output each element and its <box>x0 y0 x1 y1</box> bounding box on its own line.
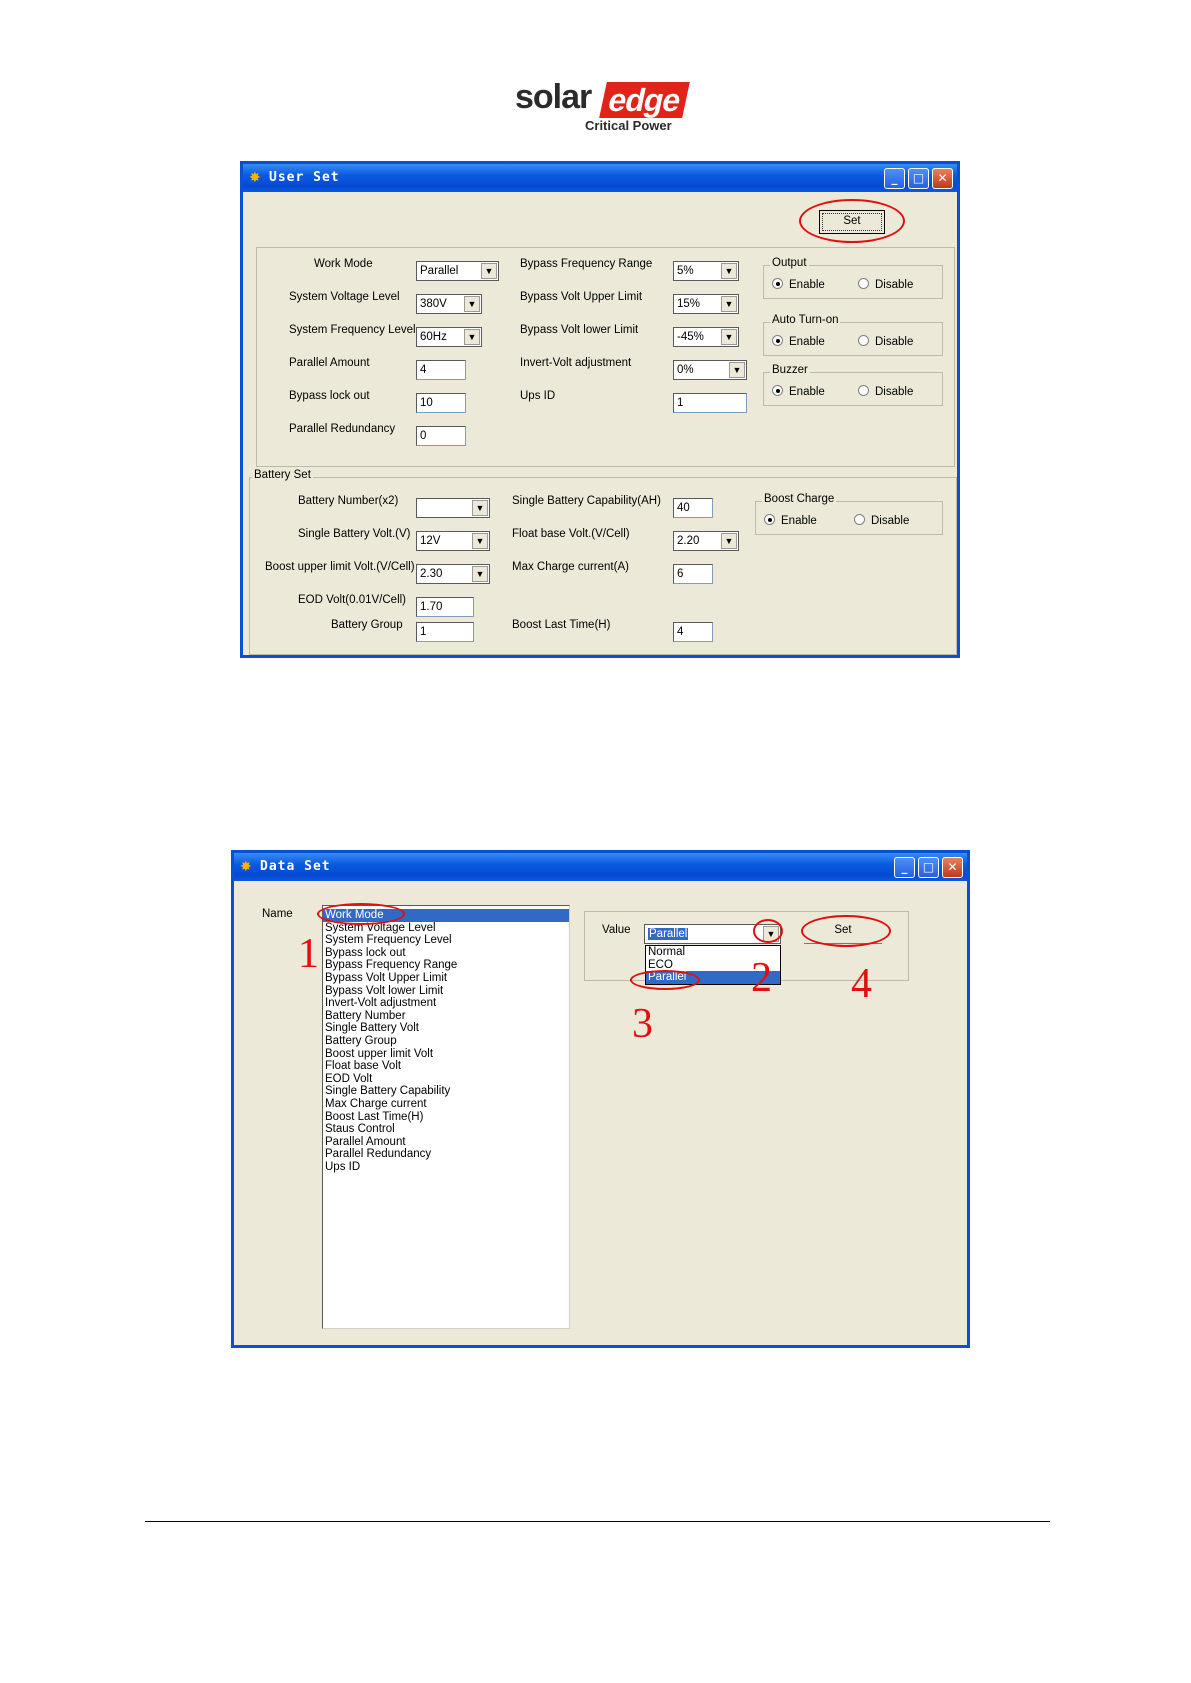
system-frequency-level-value: 60Hz <box>420 331 447 343</box>
dropdown-option[interactable]: ECO <box>648 958 673 971</box>
chevron-down-icon[interactable]: ▼ <box>721 329 737 345</box>
list-item[interactable]: Single Battery Capability <box>325 1085 451 1098</box>
auto-turn-on-enable-label: Enable <box>789 336 825 348</box>
maximize-button[interactable]: □ <box>918 857 939 878</box>
app-icon: ✸ <box>240 858 252 874</box>
boost-charge-disable-radio[interactable] <box>854 514 909 527</box>
output-disable-radio[interactable] <box>858 278 913 291</box>
buzzer-title: Buzzer <box>772 364 808 376</box>
bypass-volt-lower-limit-value: -45% <box>677 331 704 343</box>
chevron-down-icon[interactable]: ▼ <box>729 362 745 378</box>
list-item[interactable]: Boost Last Time(H) <box>325 1110 424 1123</box>
value-label: Value <box>602 924 631 936</box>
bypass-volt-upper-limit-value: 15% <box>677 298 701 310</box>
system-voltage-level-label: System Voltage Level <box>289 291 400 303</box>
logo-tagline: Critical Power <box>585 118 672 133</box>
list-item[interactable]: Parallel Amount <box>325 1135 406 1148</box>
single-battery-volt-combo[interactable] <box>416 531 490 551</box>
work-mode-value: Parallel <box>420 265 459 277</box>
single-battery-volt-value: 12V <box>420 535 441 547</box>
name-list-items <box>323 909 569 1173</box>
ups-id-label: Ups ID <box>520 390 556 402</box>
list-item[interactable]: Boost upper limit Volt <box>325 1047 434 1060</box>
radio-unchecked-icon <box>858 335 869 346</box>
list-item[interactable]: System Voltage Level <box>325 921 436 934</box>
boost-last-time-label: Boost Last Time(H) <box>512 619 611 631</box>
boost-upper-limit-volt-value: 2.30 <box>420 568 443 580</box>
user-set-titlebar[interactable] <box>243 164 957 192</box>
list-item[interactable]: EOD Volt <box>325 1072 373 1085</box>
float-base-volt-value: 2.20 <box>677 535 700 547</box>
battery-group-label: Battery Group <box>331 619 403 631</box>
parallel-amount-label: Parallel Amount <box>289 357 370 369</box>
chevron-down-icon[interactable]: ▼ <box>472 533 488 549</box>
app-icon: ✸ <box>249 169 261 185</box>
bypass-frequency-range-combo[interactable] <box>673 261 739 281</box>
list-item[interactable]: Single Battery Volt <box>325 1022 419 1035</box>
radio-unchecked-icon <box>858 385 869 396</box>
dropdown-option[interactable]: Normal <box>648 946 686 958</box>
boost-last-time-input[interactable]: 4 <box>673 622 713 642</box>
user-set-window <box>240 161 960 658</box>
bypass-volt-lower-limit-combo[interactable] <box>673 327 739 347</box>
footer-divider <box>145 1521 1050 1522</box>
step-number-3: 3 <box>632 1001 653 1047</box>
radio-checked-icon <box>772 278 783 289</box>
battery-set-title: Battery Set <box>254 469 311 481</box>
bypass-volt-upper-limit-label: Bypass Volt Upper Limit <box>520 291 643 303</box>
chevron-down-icon[interactable]: ▼ <box>721 296 737 312</box>
close-button[interactable]: ✕ <box>942 857 963 878</box>
list-item[interactable]: Bypass Volt lower Limit <box>325 984 444 997</box>
chevron-down-icon[interactable]: ▼ <box>464 296 480 312</box>
max-charge-current-label: Max Charge current(A) <box>512 561 629 573</box>
list-item[interactable]: Max Charge current <box>325 1097 427 1110</box>
invert-volt-adjustment-value: 0% <box>677 364 694 376</box>
list-item[interactable]: Parallel Redundancy <box>325 1148 432 1161</box>
buzzer-enable-label: Enable <box>789 386 825 398</box>
data-set-title: Data Set <box>260 859 331 874</box>
battery-number-label: Battery Number(x2) <box>298 495 399 507</box>
data-set-titlebar[interactable] <box>234 853 967 881</box>
single-battery-capability-label: Single Battery Capability(AH) <box>512 495 661 507</box>
bypass-lock-out-label: Bypass lock out <box>289 390 370 402</box>
boost-upper-limit-volt-combo[interactable] <box>416 564 490 584</box>
user-set-set-button[interactable] <box>819 210 885 234</box>
radio-unchecked-icon <box>858 278 869 289</box>
single-battery-volt-label: Single Battery Volt.(V) <box>298 528 411 540</box>
list-item[interactable]: Battery Number <box>325 1009 406 1022</box>
system-frequency-level-combo[interactable] <box>416 327 482 347</box>
data-set-set-button[interactable] <box>804 920 882 944</box>
radio-checked-icon <box>764 514 775 525</box>
auto-turn-on-disable-radio[interactable] <box>858 335 913 348</box>
close-button[interactable]: ✕ <box>932 168 953 189</box>
parallel-redundancy-label: Parallel Redundancy <box>289 423 396 435</box>
chevron-down-icon[interactable]: ▼ <box>464 329 480 345</box>
chevron-down-icon[interactable]: ▼ <box>481 263 497 279</box>
list-item[interactable]: Battery Group <box>325 1034 397 1047</box>
list-item[interactable]: Float base Volt <box>325 1060 402 1073</box>
solaredge-logo <box>515 78 685 138</box>
eod-volt-input[interactable]: 1.70 <box>416 597 474 617</box>
chevron-down-icon[interactable]: ▼ <box>763 926 779 942</box>
invert-volt-adjustment-label: Invert-Volt adjustment <box>520 357 632 369</box>
system-voltage-level-combo[interactable] <box>416 294 482 314</box>
list-item[interactable]: System Frequency Level <box>325 934 452 947</box>
eod-volt-label: EOD Volt(0.01V/Cell) <box>298 594 407 606</box>
parallel-redundancy-input[interactable]: 0 <box>416 426 466 446</box>
max-charge-current-input[interactable]: 6 <box>673 564 713 584</box>
float-base-volt-combo[interactable] <box>673 531 739 551</box>
name-listbox[interactable] <box>322 905 570 1329</box>
value-selected: Parallel <box>649 928 688 940</box>
float-base-volt-label: Float base Volt.(V/Cell) <box>512 528 630 540</box>
boost-charge-group <box>755 493 943 535</box>
dropdown-option[interactable]: Parallel <box>646 971 780 984</box>
logo-solar: solar <box>515 78 592 116</box>
output-enable-label: Enable <box>789 279 825 291</box>
boost-charge-title: Boost Charge <box>764 493 835 505</box>
work-mode-label: Work Mode <box>314 258 373 270</box>
output-enable-radio[interactable] <box>772 278 825 291</box>
parallel-amount-input[interactable]: 4 <box>416 360 466 380</box>
list-item[interactable]: Bypass Volt Upper Limit <box>325 971 448 984</box>
output-group <box>763 257 943 299</box>
value-combo[interactable] <box>644 924 781 944</box>
chevron-down-icon[interactable]: ▼ <box>472 566 488 582</box>
data-set-window <box>231 850 970 1348</box>
invert-volt-adjustment-combo[interactable] <box>673 360 747 380</box>
bypass-frequency-range-value: 5% <box>677 265 694 277</box>
set-button-label: Set <box>843 215 861 227</box>
chevron-down-icon[interactable]: ▼ <box>472 500 488 516</box>
buzzer-group <box>763 364 943 406</box>
bypass-lock-out-input[interactable]: 10 <box>416 393 466 413</box>
work-mode-combo[interactable] <box>416 261 499 281</box>
maximize-button[interactable]: □ <box>908 168 929 189</box>
step-number-4: 4 <box>851 961 872 1007</box>
bypass-volt-lower-limit-label: Bypass Volt lower Limit <box>520 324 639 336</box>
list-item[interactable]: Invert-Volt adjustment <box>325 997 437 1010</box>
list-item[interactable]: Work Mode <box>323 909 569 922</box>
data-set-set-label: Set <box>834 924 852 936</box>
step-number-2: 2 <box>751 955 772 1001</box>
logo-edge: edge <box>599 82 689 118</box>
ups-id-input[interactable]: 1 <box>673 393 747 413</box>
chevron-down-icon[interactable]: ▼ <box>721 533 737 549</box>
buzzer-enable-radio[interactable] <box>772 385 825 398</box>
radio-unchecked-icon <box>854 514 865 525</box>
user-set-title: User Set <box>269 170 340 185</box>
bypass-frequency-range-label: Bypass Frequency Range <box>520 258 653 270</box>
bypass-volt-upper-limit-combo[interactable] <box>673 294 739 314</box>
buzzer-disable-radio[interactable] <box>858 385 913 398</box>
chevron-down-icon[interactable]: ▼ <box>721 263 737 279</box>
boost-upper-limit-volt-label: Boost upper limit Volt.(V/Cell) <box>265 561 415 573</box>
name-label: Name <box>262 908 293 920</box>
battery-number-combo[interactable] <box>416 498 490 518</box>
boost-charge-enable-label: Enable <box>781 515 817 527</box>
minimize-button[interactable]: _ <box>894 857 915 878</box>
step-number-1: 1 <box>298 931 319 977</box>
single-battery-capability-input[interactable]: 40 <box>673 498 713 518</box>
boost-charge-disable-label: Disable <box>871 515 910 527</box>
buzzer-disable-label: Disable <box>875 386 914 398</box>
minimize-button[interactable]: _ <box>884 168 905 189</box>
list-item[interactable]: Staus Control <box>325 1123 395 1136</box>
output-disable-label: Disable <box>875 279 914 291</box>
list-item[interactable]: Bypass lock out <box>325 946 406 959</box>
list-item[interactable]: Ups ID <box>325 1160 361 1173</box>
system-voltage-level-value: 380V <box>420 298 447 310</box>
boost-charge-enable-radio[interactable] <box>764 514 817 527</box>
auto-turn-on-enable-radio[interactable] <box>772 335 825 348</box>
auto-turn-on-disable-label: Disable <box>875 336 914 348</box>
battery-group-input[interactable]: 1 <box>416 622 474 642</box>
radio-checked-icon <box>772 335 783 346</box>
system-frequency-level-label: System Frequency Level <box>289 324 416 336</box>
output-title: Output <box>772 257 807 269</box>
auto-turn-on-group <box>763 314 943 356</box>
list-item[interactable]: Bypass Frequency Range <box>325 959 458 972</box>
auto-turn-on-title: Auto Turn-on <box>772 314 839 326</box>
radio-checked-icon <box>772 385 783 396</box>
